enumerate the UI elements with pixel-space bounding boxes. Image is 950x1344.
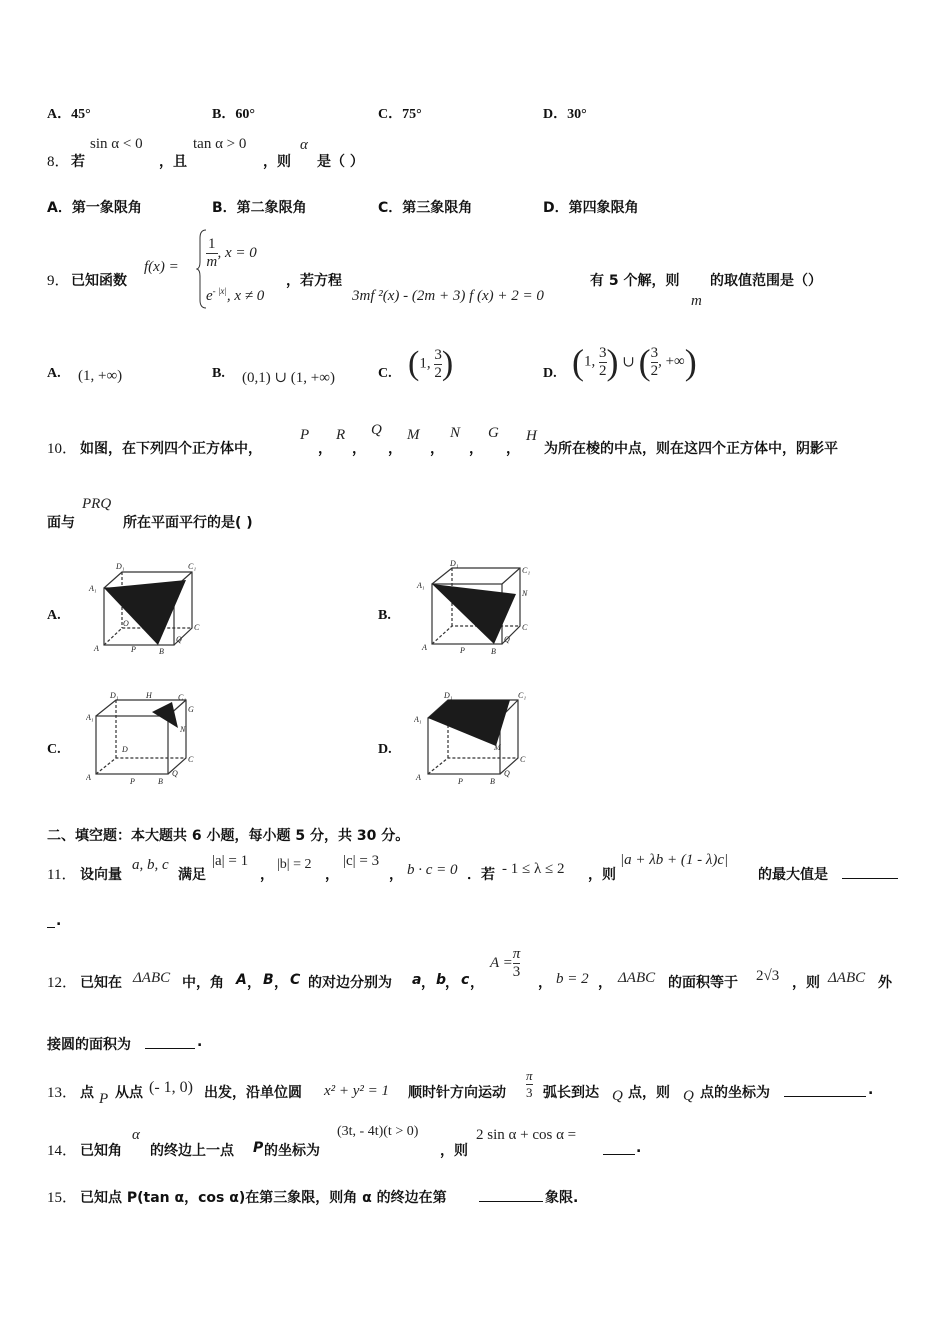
q13-start-point: (- 1, 0)	[149, 1079, 193, 1096]
q13-circle: x² + y² = 1	[324, 1083, 390, 1099]
q10-text-4: 所在平面平行的是( )	[123, 515, 253, 531]
q12-angle-c: C	[290, 972, 301, 988]
svg-text:Q: Q	[504, 769, 510, 778]
q12-comma: ，	[598, 975, 612, 991]
q13-number: 13．	[47, 1085, 78, 1101]
q12-triangle-2: ΔABC	[618, 970, 656, 986]
q12-side-b: b	[436, 972, 447, 988]
q14-number: 14．	[47, 1143, 78, 1159]
svg-text:N: N	[522, 589, 528, 598]
svg-text:G: G	[188, 705, 194, 714]
q7-option-b: B．60°	[212, 107, 255, 122]
q13-arc: $\frac{\pi}{3}$	[526, 1068, 533, 1100]
q12-cond-2: b = 2	[556, 971, 589, 987]
svg-text:C: C	[520, 755, 526, 764]
q10-text-3: 面与	[47, 515, 75, 531]
q12-comma: ，	[247, 975, 261, 991]
q13-text-7: 点的坐标为	[700, 1085, 770, 1101]
svg-text:C₁: C₁	[188, 562, 197, 571]
q11-cond-3: |c| = 3	[343, 853, 380, 869]
q12-text-4: 的面积等于	[668, 975, 738, 991]
q12-comma: ，	[445, 975, 459, 991]
q8-option-d: D．第四象限角	[543, 200, 639, 216]
q10-text-2: 为所在棱的中点，则在这四个正方体中，阴影平	[544, 441, 838, 457]
q12-text-7: 接圆的面积为	[47, 1037, 131, 1053]
q11-answer-blank[interactable]	[842, 864, 898, 883]
q14-text-3: 的坐标为	[264, 1143, 320, 1159]
q8-condition-2: tan α > 0	[193, 136, 247, 152]
q9-option-a-label: A.	[47, 366, 61, 381]
q14-point-p: P	[253, 1140, 264, 1156]
svg-text:A: A	[94, 644, 99, 653]
q9-function-fx: f(x) =	[144, 259, 179, 275]
q10-comma: ，	[388, 441, 402, 457]
q12-text-6: 外	[878, 975, 892, 991]
q10-point-p: P	[300, 427, 310, 443]
q8-text-4: 是（ ）	[317, 154, 364, 170]
q10-comma: ，	[506, 441, 520, 457]
q12-angle-b: B	[263, 972, 274, 988]
q13-point-q-2: Q	[683, 1088, 694, 1104]
q13-text-1: 点	[80, 1085, 94, 1101]
svg-text:A₁: A₁	[89, 584, 97, 593]
svg-text:C₁: C₁	[522, 566, 531, 575]
q12-comma: ，	[274, 975, 288, 991]
cube-figure-c	[86, 692, 206, 792]
q10-comma: ，	[318, 441, 332, 457]
q13-text-6: 点，则	[628, 1085, 670, 1101]
q13-text-3: 出发，沿单位圆	[204, 1085, 302, 1101]
q8-condition-1: sin α < 0	[90, 136, 143, 152]
q12-comma: ，	[470, 975, 484, 991]
section-2-heading: 二、填空题：本大题共 6 小题，每小题 5 分，共 30 分。	[47, 828, 410, 844]
q12-text-5: ，则	[792, 975, 820, 991]
q8-number: 8．	[47, 154, 70, 170]
q8-text-2: ，且	[159, 154, 187, 170]
q9-option-c-label: C.	[378, 366, 392, 381]
q12-text-2: 中，角	[182, 975, 224, 991]
svg-text:D₁: D₁	[116, 562, 125, 571]
q13-point-q: Q	[612, 1088, 623, 1104]
svg-text:O: O	[123, 619, 129, 628]
q8-text-1: 若	[71, 154, 85, 170]
svg-text:C: C	[194, 623, 200, 632]
q11-answer-blank-cont[interactable]	[47, 913, 55, 932]
cube-figure-b	[414, 560, 534, 660]
q11-number: 11．	[47, 867, 77, 883]
q9-text-3: 有 5 个解，则	[590, 273, 680, 289]
svg-text:D₁: D₁	[444, 691, 453, 700]
svg-text:P: P	[131, 645, 136, 654]
svg-text:Q: Q	[176, 635, 182, 644]
q12-side-c: c	[461, 972, 470, 988]
svg-text:B: B	[159, 647, 164, 656]
q10-option-d: D.	[378, 742, 392, 757]
q13-text-2: 从点	[115, 1085, 143, 1101]
svg-text:H: H	[146, 692, 152, 700]
q10-option-a: A.	[47, 608, 61, 623]
q11-cond-1: |a| = 1	[212, 853, 249, 869]
svg-text:M: M	[494, 743, 501, 752]
q14-alpha: α	[132, 1127, 140, 1143]
q10-comma: ，	[469, 441, 483, 457]
q10-point-q: Q	[371, 422, 382, 438]
q12-cond-1: A = $\frac{\pi}{3}$	[490, 946, 521, 980]
q11-vectors: a, b, c	[132, 857, 169, 873]
q11-comma: ，	[389, 867, 403, 883]
q9-option-b-value: (0,1) ∪ (1, +∞)	[242, 370, 335, 386]
q11-comma: ，	[260, 867, 274, 883]
svg-text:C: C	[522, 623, 528, 632]
q7-option-c: C．75°	[378, 107, 422, 122]
q7-option-a: A．45°	[47, 107, 91, 122]
q13-point-p: P	[99, 1091, 109, 1107]
q10-comma: ，	[352, 441, 366, 457]
q10-point-h: H	[526, 428, 537, 444]
svg-text:A₁: A₁	[417, 581, 425, 590]
q9-text-1: 已知函数	[71, 273, 127, 289]
svg-text:C₁: C₁	[518, 691, 527, 700]
q13-answer-blank[interactable]	[784, 1082, 866, 1101]
q11-expression: |a + λb + (1 - λ)c|	[620, 852, 729, 868]
svg-text:C₁: C₁	[178, 693, 187, 702]
q14-expression: 2 sin α + cos α =	[476, 1127, 577, 1143]
q9-text-4: 的取值范围是（）	[710, 273, 822, 289]
q11-text-2: 满足	[178, 867, 206, 883]
svg-text:B: B	[158, 777, 163, 786]
q12-answer-blank[interactable]	[145, 1034, 195, 1053]
svg-text:P: P	[130, 777, 135, 786]
q12-side-a: a	[412, 972, 422, 988]
q15-text: 已知点 P(tan α，cos α)在第三象限，则角 α 的终边在第	[80, 1190, 447, 1206]
svg-text:Q: Q	[504, 635, 510, 644]
svg-text:A: A	[422, 643, 427, 652]
q12-area: 2√3	[756, 968, 780, 984]
q12-comma: ，	[421, 975, 435, 991]
svg-text:A: A	[416, 773, 421, 782]
q11-text-1: 设向量	[80, 867, 122, 883]
q13-text-4: 顺时针方向运动	[408, 1085, 506, 1101]
q12-comma: ，	[538, 975, 552, 991]
q15-answer-blank[interactable]	[479, 1187, 543, 1206]
q13-text-5: 弧长到达	[543, 1085, 599, 1101]
q15-text-2: 象限.	[545, 1190, 579, 1206]
q13-end: .	[868, 1082, 874, 1098]
q12-text-3: 的对边分别为	[308, 975, 392, 991]
q9-equation: 3mf ²(x) - (2m + 3) f (x) + 2 = 0	[352, 288, 544, 304]
svg-text:Q: Q	[172, 769, 178, 778]
q14-coordinate: (3t, - 4t)(t > 0)	[337, 1124, 419, 1139]
q7-option-d: D．30°	[543, 107, 587, 122]
svg-text:D: D	[122, 745, 128, 754]
q11-comma: ，	[325, 867, 339, 883]
q9-case-2: $e^{- |x|}$, x ≠ 0	[206, 286, 265, 304]
q9-option-d-value: (1, $\frac{3}{2}$ ) ∪ ( $\frac{3}{2}$ , +∞)	[572, 342, 697, 382]
svg-text:A₁: A₁	[86, 713, 94, 722]
q12-number: 12．	[47, 975, 78, 991]
q9-number: 9．	[47, 273, 70, 289]
svg-text:P: P	[460, 646, 465, 655]
svg-text:A: A	[86, 773, 91, 782]
svg-text:N: N	[180, 725, 186, 734]
q10-comma: ，	[430, 441, 444, 457]
q9-case-1: $\frac{1}{m}$ , x = 0	[206, 236, 257, 270]
svg-text:D₁: D₁	[450, 560, 459, 568]
q9-option-c-value: (1, $\frac{3}{2}$ )	[408, 345, 454, 382]
q11-cond-4: b · c = 0	[407, 862, 458, 878]
q8-option-a: A．第一象限角	[47, 200, 142, 216]
q14-text-4: ，则	[440, 1143, 468, 1159]
q10-plane: PRQ	[82, 496, 112, 512]
q14-end: .	[636, 1140, 642, 1156]
q10-option-b: B.	[378, 608, 391, 623]
q11-text-3: ．若	[467, 867, 495, 883]
q9-text-2: ，若方程	[286, 273, 342, 289]
cube-figure-a	[86, 560, 206, 660]
q11-cond-2: |b| = 2	[277, 857, 312, 872]
q12-text-1: 已知在	[80, 975, 122, 991]
q8-option-c: C．第三象限角	[378, 200, 473, 216]
q11-end: .	[56, 913, 62, 929]
q12-triangle-3: ΔABC	[828, 970, 866, 986]
q10-point-g: G	[488, 425, 499, 441]
q11-range: - 1 ≤ λ ≤ 2	[502, 861, 565, 877]
svg-text:C: C	[188, 755, 194, 764]
q14-answer-blank[interactable]	[603, 1140, 635, 1159]
q14-text-1: 已知角	[80, 1143, 122, 1159]
q10-option-c: C.	[47, 742, 61, 757]
q9-option-b-label: B.	[212, 366, 225, 381]
svg-text:A₁: A₁	[414, 715, 422, 724]
svg-text:P: P	[458, 777, 463, 786]
q8-text-3: ，则	[263, 154, 291, 170]
q10-number: 10．	[47, 441, 78, 457]
q12-angle-a: A	[236, 972, 247, 988]
q10-point-n: N	[450, 425, 461, 441]
q10-text-1: 如图，在下列四个正方体中，	[80, 441, 262, 457]
cube-figure-d	[414, 688, 534, 788]
svg-text:D₁: D₁	[110, 692, 119, 700]
q11-text-4: ，则	[588, 867, 616, 883]
q9-option-d-label: D.	[543, 366, 557, 381]
q15-number: 15．	[47, 1190, 78, 1206]
q8-option-b: B．第二象限角	[212, 200, 307, 216]
q9-option-a-value: (1, +∞)	[78, 368, 123, 384]
q12-triangle: ΔABC	[133, 970, 171, 986]
q14-text-2: 的终边上一点	[150, 1143, 234, 1159]
q9-var-m: m	[691, 293, 702, 309]
q11-text-5: 的最大值是	[758, 867, 828, 883]
svg-text:B: B	[490, 777, 495, 786]
q10-point-r: R	[336, 427, 346, 443]
svg-text:B: B	[491, 647, 496, 656]
q12-end: .	[197, 1034, 203, 1050]
q8-alpha: α	[300, 137, 308, 153]
q10-point-m: M	[407, 427, 420, 443]
